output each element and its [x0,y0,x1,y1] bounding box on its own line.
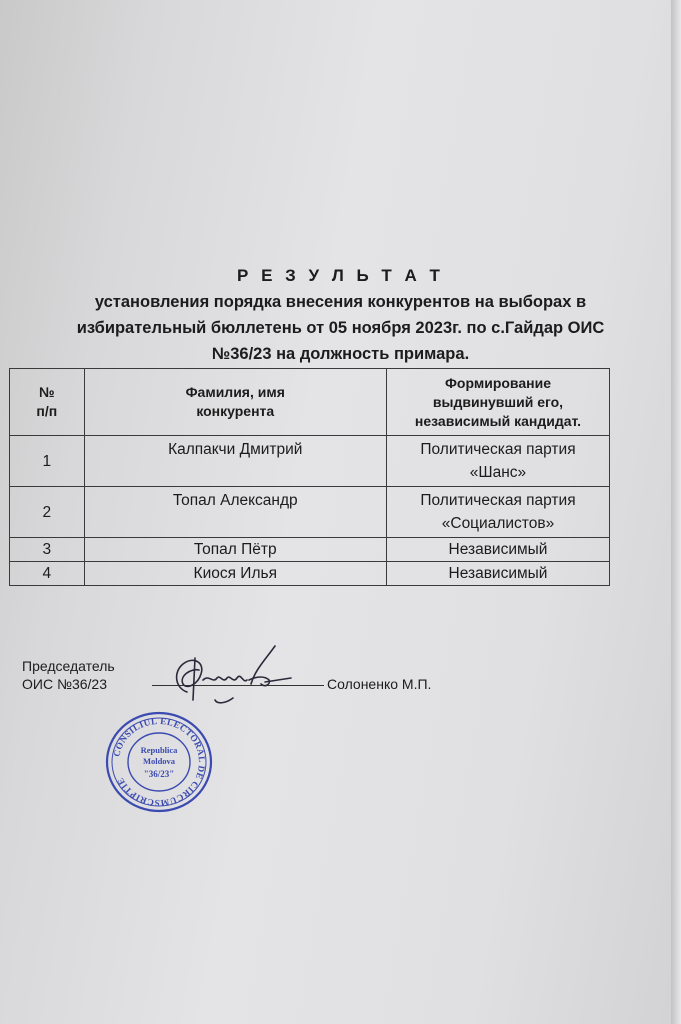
signature-block [22,657,622,693]
title-heading: Р Е З У Л Ь Т А Т [237,266,444,285]
row-name: Калпакчи Дмитрий [84,436,386,487]
header-name [84,369,386,436]
title-line-2: избирательный бюллетень от 05 ноября 2023г. по с.Гайдар ОИС [76,319,605,337]
title-line-3: №36/23 на должность примара. [211,345,470,363]
row-number: 1 [10,436,85,487]
row-formation [386,487,609,538]
chair-role-line-1: Председатель [22,658,115,674]
stamp-ring-text: CONSILIUL ELECTORAL DE CIRCUMSCRIPTIE [111,715,208,809]
stamp-center-line-3: "36/23" [143,769,175,779]
document-title [0,263,681,367]
row-name: Топал Пётр [84,538,386,562]
chair-name: Солоненко М.П. [327,676,432,692]
row-number: 4 [10,562,85,586]
header-formation-line-1: Формирование [444,374,551,391]
table-header-row [10,369,610,436]
header-formation-line-2: выдвинувший его, [432,393,564,410]
row-name: Киося Илья [84,562,386,586]
header-name-line-1: Фамилия, имя [185,384,285,400]
header-number-line-1: № [38,384,55,400]
chair-role-line-2: ОИС №36/23 [22,676,108,692]
row-formation-line-1: Политическая партия [420,492,576,509]
candidates-table [9,368,610,586]
row-formation: Независимый [386,538,609,562]
handwritten-signature [165,640,295,710]
header-formation-line-3: независимый кандидат. [414,412,582,429]
row-name: Топал Александр [84,487,386,538]
header-number [10,369,85,436]
table-row [10,436,610,487]
row-number: 3 [10,538,85,562]
table-row [10,487,610,538]
header-formation [386,369,609,436]
row-formation-line-1: Политическая партия [420,441,576,458]
row-formation [386,436,609,487]
table-row [10,562,610,586]
row-number: 2 [10,487,85,538]
row-formation: Независимый [386,562,609,586]
row-formation-line-2: «Шанс» [469,464,527,481]
header-name-line-2: конкурента [196,403,275,419]
header-number-line-2: п/п [36,403,58,419]
stamp-center-line-1: Republica [140,745,178,755]
official-stamp [104,710,214,814]
title-line-1: установления порядка внесения конкурентов на выборах в [94,293,587,311]
table-row [10,538,610,562]
row-formation-line-2: «Социалистов» [441,515,555,532]
stamp-center-line-2: Moldova [142,756,176,766]
page-edge-shadow [671,0,681,1024]
